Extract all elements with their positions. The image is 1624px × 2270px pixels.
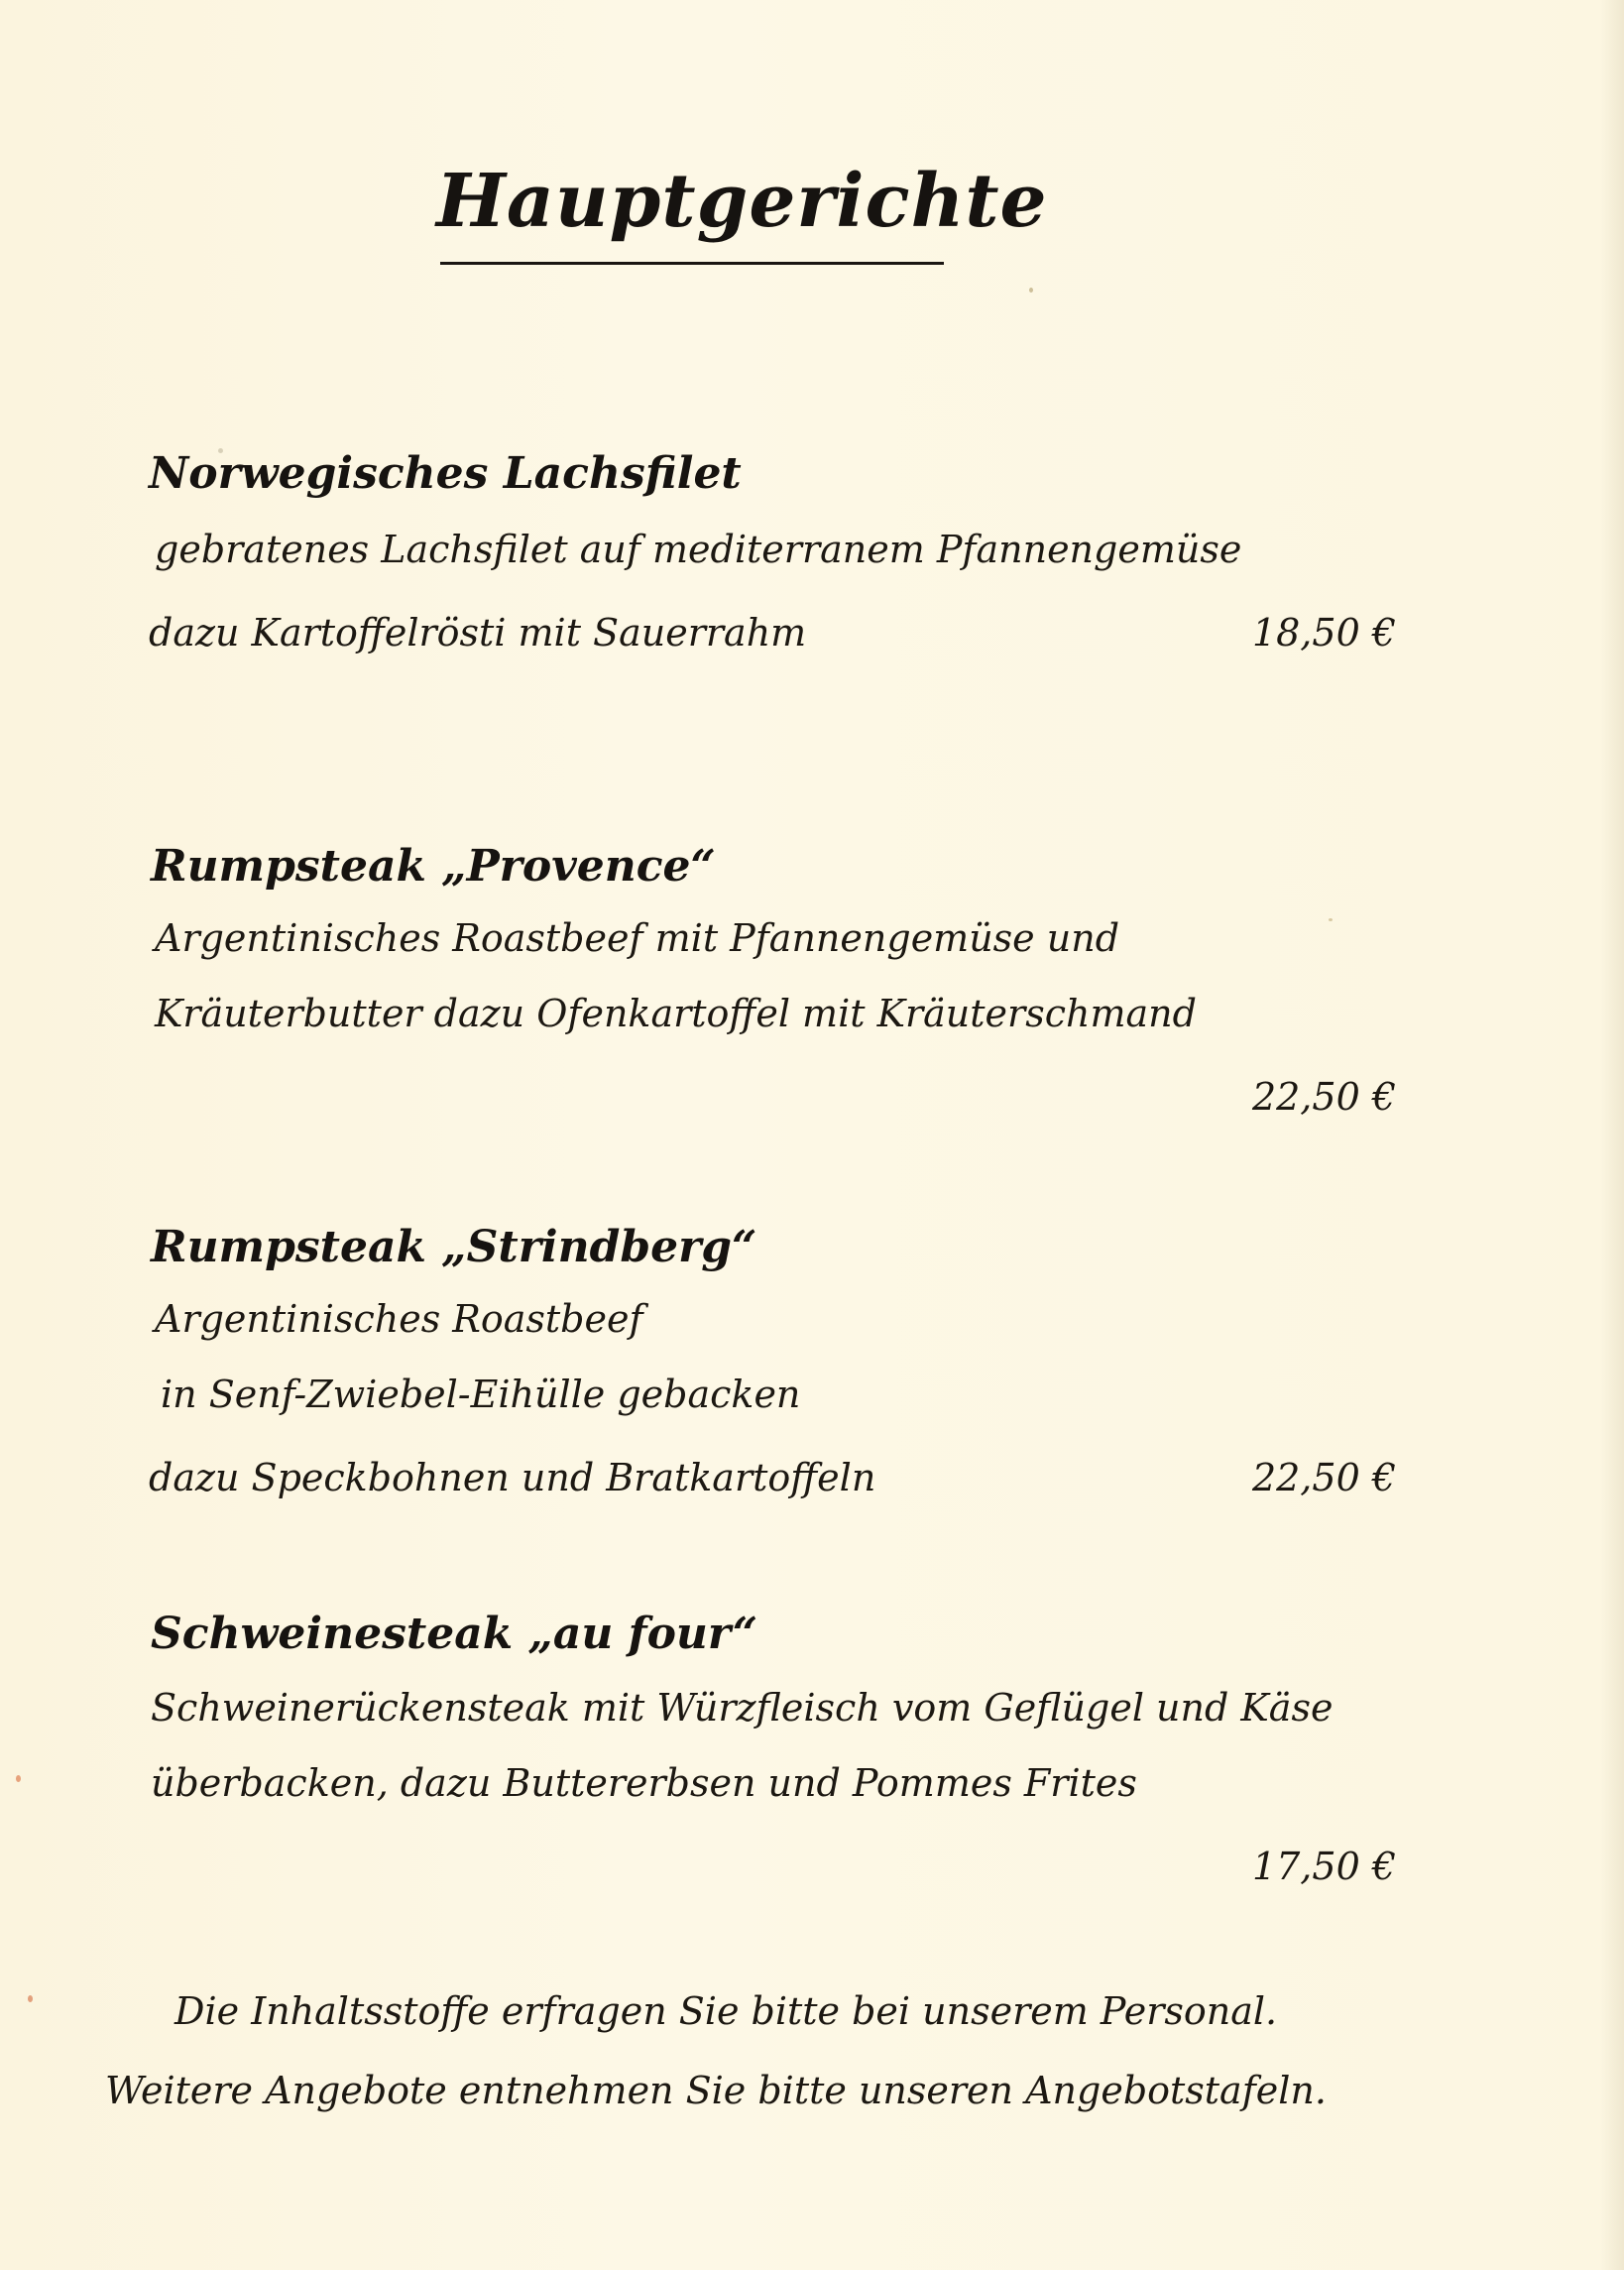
title-underline bbox=[440, 262, 944, 265]
dish-name: Norwegisches Lachsfilet bbox=[149, 448, 742, 499]
dish-description-line: Schweinerückensteak mit Würzfleisch vom Geflügel und Käse bbox=[151, 1686, 1334, 1730]
dish-name: Schweinesteak „au four“ bbox=[151, 1609, 758, 1659]
page-title: Hauptgerichte bbox=[436, 159, 1048, 244]
dish-price: 18,50 € bbox=[1251, 611, 1396, 655]
dish-description-line: Argentinisches Roastbeef bbox=[155, 1297, 643, 1341]
paper-speck bbox=[28, 1995, 33, 2002]
dish-price: 22,50 € bbox=[1251, 1075, 1396, 1119]
paper-speck bbox=[1029, 288, 1033, 293]
dish-description-line: Argentinisches Roastbeef mit Pfannengemüse und bbox=[155, 916, 1120, 960]
dish-price: 22,50 € bbox=[1251, 1456, 1396, 1499]
paper-edge-shadow bbox=[1600, 0, 1624, 2270]
dish-description-line: gebratenes Lachsfilet auf mediterranem Pfannengemüse bbox=[155, 528, 1242, 571]
dish-description-line: dazu Speckbohnen und Bratkartoffeln bbox=[149, 1456, 876, 1499]
paper-speck bbox=[1329, 918, 1333, 921]
dish-price: 17,50 € bbox=[1251, 1845, 1396, 1888]
dish-description-line: überbacken, dazu Buttererbsen und Pommes Frites bbox=[151, 1761, 1137, 1805]
dish-description-line: in Senf-Zwiebel-Eihülle gebacken bbox=[161, 1373, 801, 1416]
paper-speck bbox=[16, 1775, 21, 1782]
footer-note: Die Inhaltsstoffe erfragen Sie bitte bei unserem Personal. bbox=[174, 1989, 1278, 2033]
dish-description-line: dazu Kartoffelrösti mit Sauerrahm bbox=[149, 611, 807, 655]
dish-name: Rumpsteak „Strindberg“ bbox=[151, 1222, 757, 1272]
footer-note: Weitere Angebote entnehmen Sie bitte unseren Angebotstafeln. bbox=[105, 2069, 1327, 2112]
dish-name: Rumpsteak „Provence“ bbox=[151, 841, 716, 892]
dish-description-line: Kräuterbutter dazu Ofenkartoffel mit Kräuterschmand bbox=[155, 992, 1197, 1035]
